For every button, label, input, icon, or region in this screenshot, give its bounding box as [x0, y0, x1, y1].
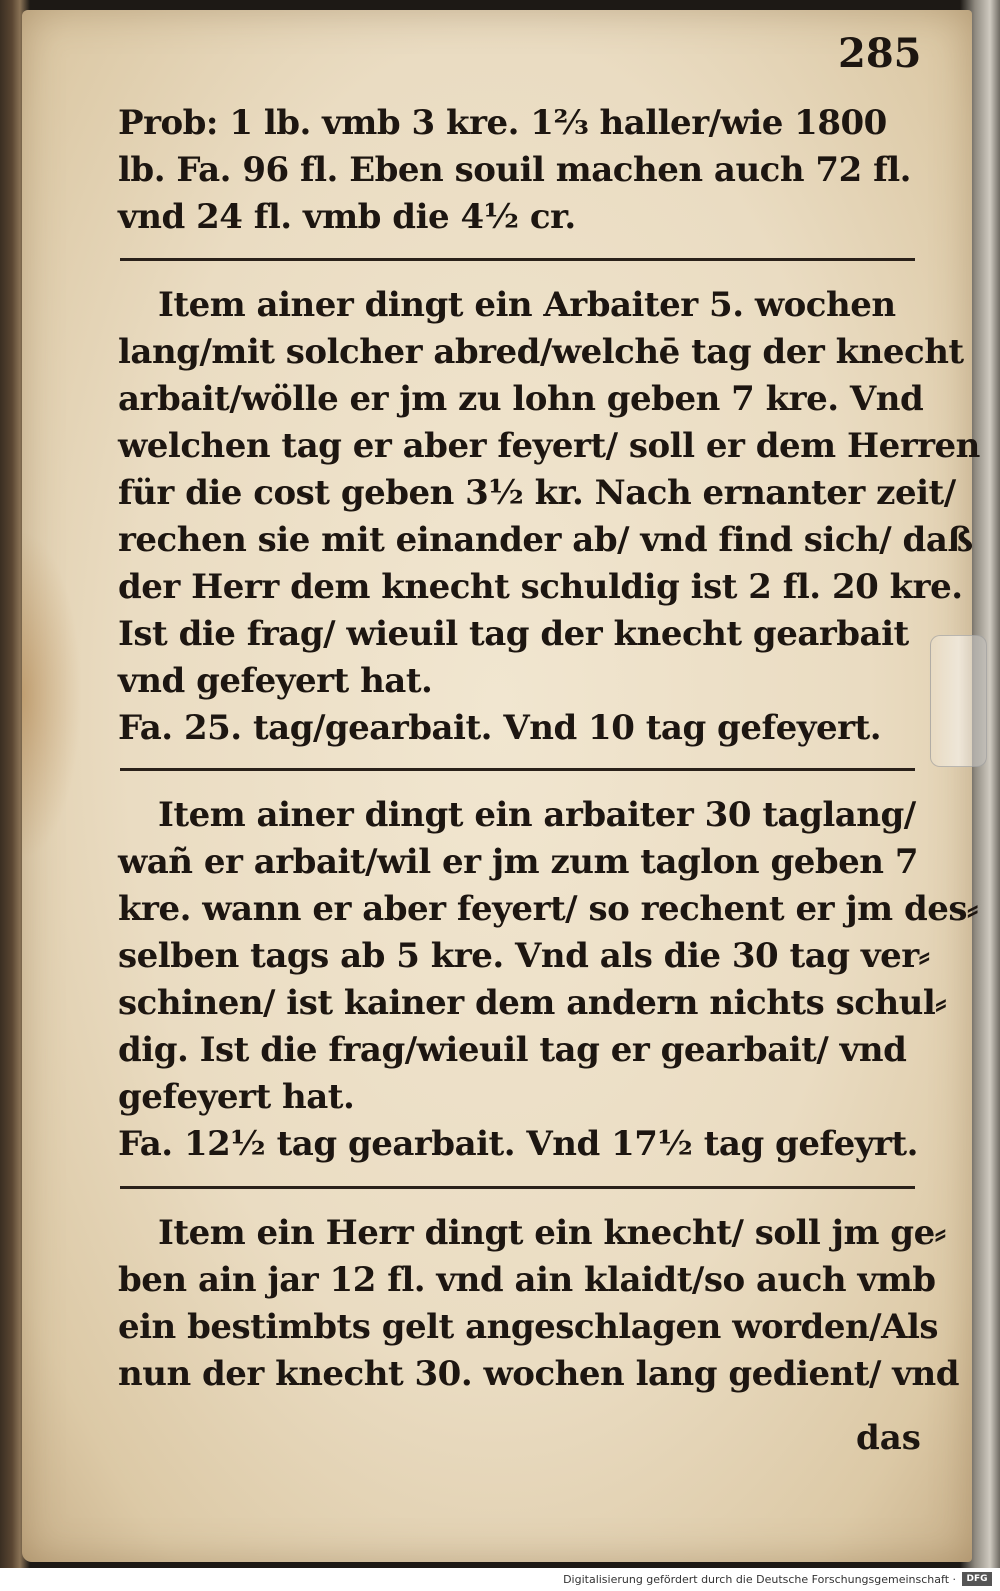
text-line: Prob: 1 lb. vmb 3 kre. 1⅔ haller/wie 1800: [118, 103, 887, 143]
text-block-prob: [118, 100, 918, 241]
text-line: für die cost geben 3½ kr. Nach ernanter zeit/: [118, 473, 956, 513]
text-block-problem-1: [118, 282, 980, 752]
text-line: lb. Fa. 96 fl. Eben souil machen auch 72 fl.: [118, 150, 911, 190]
text-line: Item ein Herr dingt ein knecht/ soll jm ge⸗: [158, 1213, 946, 1253]
text-line: lang/mit solcher abred/welchē tag der knecht: [118, 332, 964, 372]
text-line: ben ain jar 12 fl. vnd ain klaidt/so auch vmb: [118, 1260, 936, 1300]
dfg-logo-icon: DFG: [962, 1572, 992, 1586]
digitization-footer: [0, 1568, 1000, 1591]
text-line: arbait/wölle er jm zu lohn geben 7 kre. Vnd: [118, 379, 924, 419]
text-line: schinen/ ist kainer dem andern nichts schul⸗: [118, 983, 947, 1023]
text-line: Item ainer dingt ein Arbaiter 5. wochen: [158, 285, 896, 325]
catchword: das: [856, 1418, 921, 1458]
text-block-problem-2: [118, 792, 978, 1168]
footer-credit: Digitalisierung gefördert durch die Deutsche Forschungsgemeinschaft ·: [563, 1573, 956, 1586]
text-line: gefeyert hat.: [118, 1077, 355, 1117]
text-line: nun der knecht 30. wochen lang gedient/ vnd: [118, 1354, 960, 1394]
text-line: dig. Ist die frag/wieuil tag er gearbait/ vnd: [118, 1030, 907, 1070]
page-number: 285: [838, 30, 922, 77]
text-line: wañ er arbait/wil er jm zum taglon geben 7: [118, 842, 918, 882]
section-rule: [120, 258, 915, 261]
page-stain: [22, 530, 82, 860]
text-block-problem-3: [118, 1210, 960, 1398]
answer-line: Fa. 25. tag/gearbait. Vnd 10 tag gefeyert.: [118, 708, 882, 748]
section-rule: [120, 1186, 915, 1189]
text-line: vnd 24 fl. vmb die 4½ cr.: [118, 197, 576, 237]
page-clip: [930, 635, 987, 767]
text-line: kre. wann er aber feyert/ so rechent er jm des⸗: [118, 889, 978, 929]
text-line: Ist die frag/ wieuil tag der knecht gearbait: [118, 614, 909, 654]
text-line: welchen tag er aber feyert/ soll er dem Herren: [118, 426, 980, 466]
text-line: vnd gefeyert hat.: [118, 661, 433, 701]
answer-line: Fa. 12½ tag gearbait. Vnd 17½ tag gefeyrt.: [118, 1124, 918, 1164]
text-line: Item ainer dingt ein arbaiter 30 taglang/: [158, 795, 916, 835]
text-line: ein bestimbts gelt angeschlagen worden/Als: [118, 1307, 939, 1347]
section-rule: [120, 768, 915, 771]
text-line: der Herr dem knecht schuldig ist 2 fl. 20 kre.: [118, 567, 963, 607]
text-line: rechen sie mit einander ab/ vnd find sich/ daß: [118, 520, 973, 560]
text-line: selben tags ab 5 kre. Vnd als die 30 tag ver⸗: [118, 936, 930, 976]
